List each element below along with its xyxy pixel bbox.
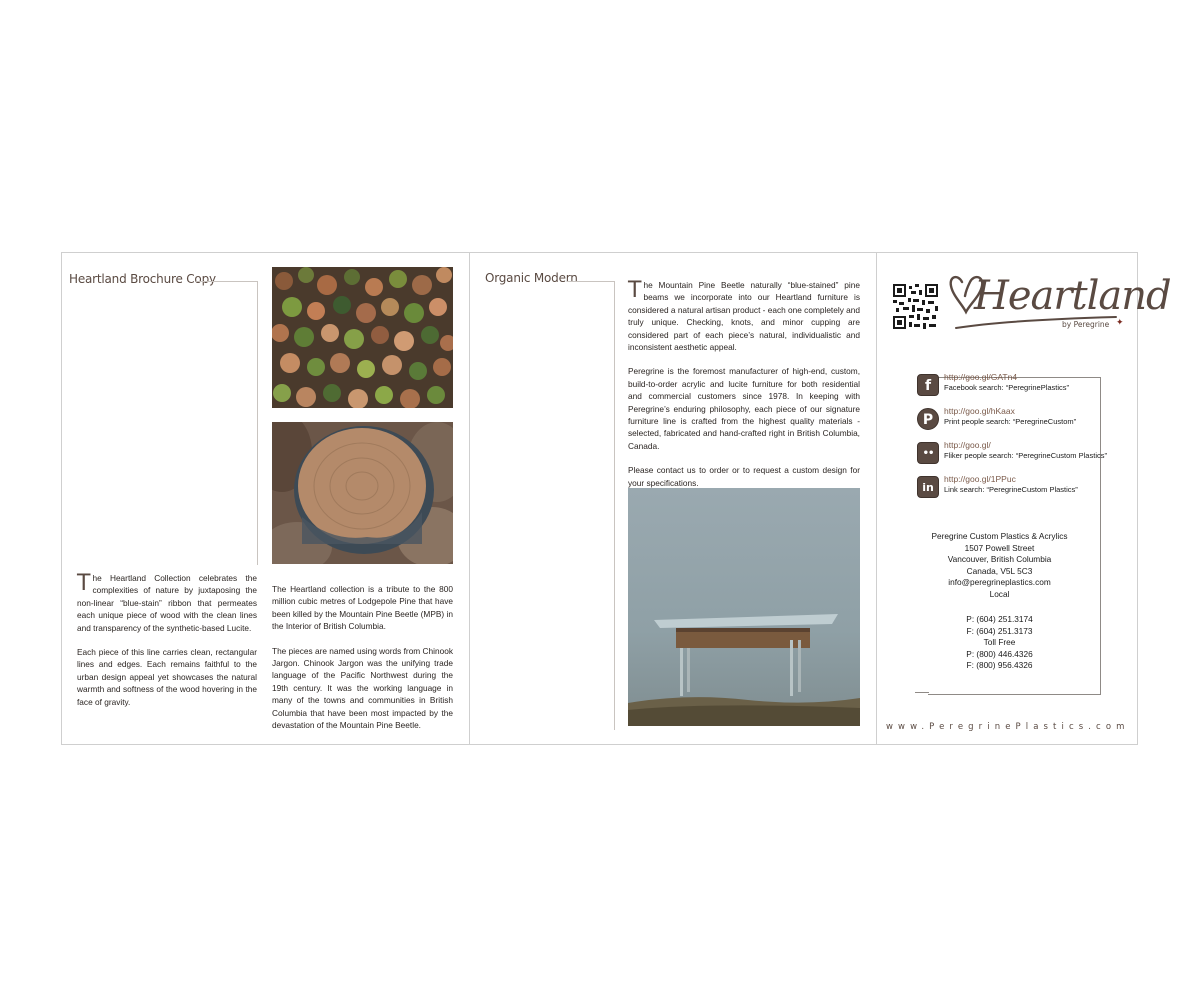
panel1-heading: Heartland Brochure Copy	[69, 272, 216, 286]
pinterest-icon[interactable]: P	[917, 408, 939, 430]
linkedin-link[interactable]: http://goo.gl/1PPuc	[944, 474, 1016, 484]
pinterest-link[interactable]: http://goo.gl/hKaax	[944, 406, 1015, 416]
contact-box-bottom-tick	[915, 692, 929, 693]
logo-subtitle: by Peregrine	[1062, 320, 1110, 329]
panel2-paragraph-3: Please contact us to order or to request a custom design for your specifications.	[628, 465, 860, 488]
phone-local: P: (604) 251.3174	[966, 614, 1033, 624]
fax-toll-free: F: (800) 956.4326	[966, 660, 1033, 671]
panel2-heading-bracket	[567, 281, 615, 730]
address-block	[877, 531, 1122, 601]
facebook-search-text: Facebook search: “PeregrinePlastics”	[944, 383, 1070, 392]
social-row-linkedin[interactable]	[917, 476, 1107, 502]
pinterest-search-text: Print people search: “PeregrineCustom”	[944, 417, 1077, 426]
forest-aerial-photo	[272, 267, 453, 408]
social-row-pinterest[interactable]	[917, 408, 1107, 434]
address-local-label: Local	[989, 588, 1010, 599]
panel1-col1-paragraph-1: he Heartland Collection celebrates the complexities of nature by juxtaposing the non-linear “blue-stain” ribbon that permeates each unique piece of wood with the clean lines and transparency of the synthetic-based Lucite.	[77, 573, 257, 633]
address-street: 1507 Powell Street	[964, 542, 1035, 553]
facebook-link[interactable]: http://goo.gl/GATn4	[944, 372, 1018, 382]
panel2-dropcap: T	[628, 278, 642, 303]
toll-free-label: Toll Free	[983, 637, 1016, 648]
panel2-heading: Organic Modern	[485, 271, 578, 285]
panel1-col1-paragraph-2: Each piece of this line carries clean, rectangular lines and edges. Each remains faithful to the urban design appeal yet showcases the natural warmth and softness of the wood hovering in the face of gravity.	[77, 647, 257, 707]
linkedin-search-text: Link search: “PeregrineCustom Plastics”	[944, 485, 1078, 494]
flickr-link[interactable]: http://goo.gl/	[944, 440, 991, 450]
flickr-search-text: Fliker people search: “PeregrineCustom Plastics”	[944, 451, 1107, 460]
phone-toll-free: P: (800) 446.4326	[966, 648, 1033, 659]
panel1-col2-paragraph-2: The pieces are named using words from Chinook Jargon. Chinook Jargon was the unifying trade language of the Pacific Northwest during the 19th century. It was the working language in many of the towns and communities in British Columbia that have been most impacted by the devastation of the Mountain Pine Beetle.	[272, 645, 453, 731]
maple-leaf-icon: ✦	[1116, 317, 1124, 327]
address-city: Vancouver, British Columbia	[947, 554, 1052, 565]
phone-block	[877, 614, 1122, 672]
panel1-heading-bracket	[196, 281, 258, 565]
panel2-paragraph-2: Peregrine is the foremost manufacturer of high-end, custom, build-to-order acrylic and lucite furniture for both residential and commercial customers since 1978. In keeping with Peregrine’s enduring philosophy, each piece of our signature furniture line is crafted from the highest quality materials - selected, fabricated and hand-crafted right in British Columbia, Canada.	[628, 366, 860, 451]
social-row-flickr[interactable]	[917, 442, 1107, 468]
website-url[interactable]: www.PeregrinePlastics.com	[886, 722, 1130, 732]
address-email[interactable]: info@peregrineplastics.com	[948, 577, 1051, 588]
panel2-text	[628, 279, 860, 501]
address-company: Peregrine Custom Plastics & Acrylics	[931, 531, 1068, 541]
heartland-logo	[948, 272, 1171, 336]
panel1-col2-text	[272, 583, 453, 743]
facebook-icon[interactable]: f	[917, 374, 939, 396]
log-cross-section-photo	[272, 422, 453, 564]
lakeside-table-photo	[628, 488, 860, 726]
social-row-facebook[interactable]	[917, 374, 1107, 400]
qr-code-icon	[893, 284, 938, 329]
logo-wordmark: Heartland	[974, 273, 1171, 319]
panel-divider-1	[469, 253, 470, 744]
panel1-dropcap: T	[77, 571, 91, 596]
address-country: Canada, V5L 5C3	[966, 565, 1033, 576]
flickr-icon[interactable]: ••	[917, 442, 939, 464]
fax-local: F: (604) 251.3173	[966, 625, 1033, 636]
panel2-paragraph-1: he Mountain Pine Beetle naturally “blue-stained” pine beams we incorporate into our Heartland furniture is considered a natural artisan product - each one completely and truly unique. Checking, knots, and minor cupping are considered part of each piece’s natural, individualistic and inconsistent aesthetic appeal.	[628, 280, 860, 353]
linkedin-icon[interactable]: in	[917, 476, 939, 498]
panel1-col1-text	[77, 572, 257, 720]
panel1-col2-paragraph-1: The Heartland collection is a tribute to the 800 million cubic metres of Lodgepole Pine that have been killed by the Mountain Pine Beetle (MPB) in the Interior of British Columbia.	[272, 584, 453, 632]
